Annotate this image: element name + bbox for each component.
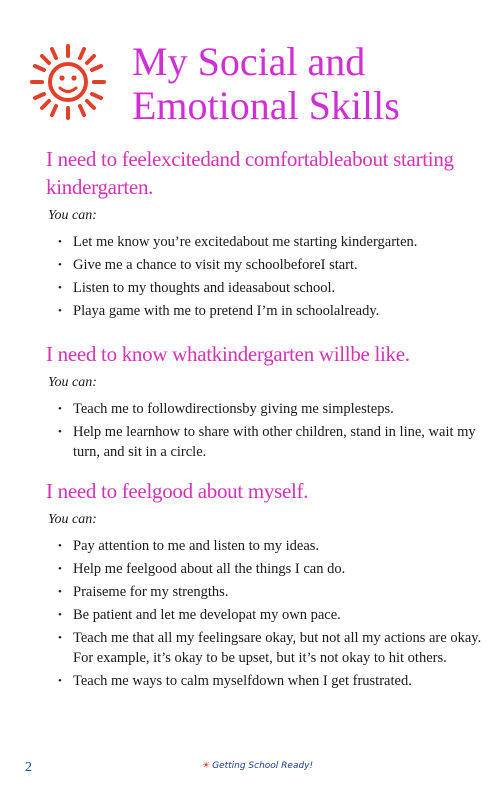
section-heading: I need to feelexcitedand comfortableabout starting kindergarten. (46, 147, 454, 199)
tips-list (46, 232, 482, 321)
smiling-sun-icon (28, 42, 108, 122)
list-item: • Be patient and let me developat my own pace. (58, 605, 482, 625)
list-item: • Teach me that all my feelingsare okay, but not all my actions are okay. For example, it’s okay to be upset, but it’s not okay to hit others. (58, 628, 482, 668)
list-item: • Let me know you’re excitedabout me starting kindergarten. (58, 232, 482, 252)
section-heading: I need to feelgood about myself. (46, 479, 309, 503)
list-item: • Pay attention to me and listen to my ideas. (58, 536, 482, 556)
list-item: • Teach me ways to calm myselfdown when I get frustrated. (58, 671, 482, 691)
list-item: • Listen to my thoughts and ideasabout school. (58, 278, 482, 298)
you-can-label: You can: (48, 512, 97, 527)
mini-sun-icon: ☀ (202, 761, 211, 771)
tips-list (46, 399, 482, 462)
list-item: • Give me a chance to visit my schoolbeforeI start. (58, 255, 482, 275)
section-excited (46, 145, 482, 324)
title-line-2: Emotional Skills (132, 83, 400, 128)
section-feel-good (46, 477, 482, 694)
list-item: • Teach me to followdirectionsby giving me simplesteps. (58, 399, 482, 419)
you-can-label: You can: (48, 208, 97, 223)
list-item: • Playa game with me to pretend I’m in schoolalready. (58, 301, 482, 321)
page-title (132, 40, 400, 128)
list-item: • Help me feelgood about all the things I can do. (58, 559, 482, 579)
page-number: 2 (25, 760, 32, 775)
footer-logo (202, 761, 313, 771)
footer-logo-text: Getting School Ready! (212, 761, 314, 771)
section-heading: I need to know whatkindergarten willbe like. (46, 342, 410, 366)
list-item: • Praiseme for my strengths. (58, 582, 482, 602)
you-can-label: You can: (48, 375, 97, 390)
list-item: • Help me learnhow to share with other children, stand in line, wait my turn, and sit in a circle. (58, 422, 482, 462)
tips-list (46, 536, 482, 691)
title-line-1: My Social and (132, 39, 366, 84)
section-kindergarten-like (46, 340, 482, 465)
